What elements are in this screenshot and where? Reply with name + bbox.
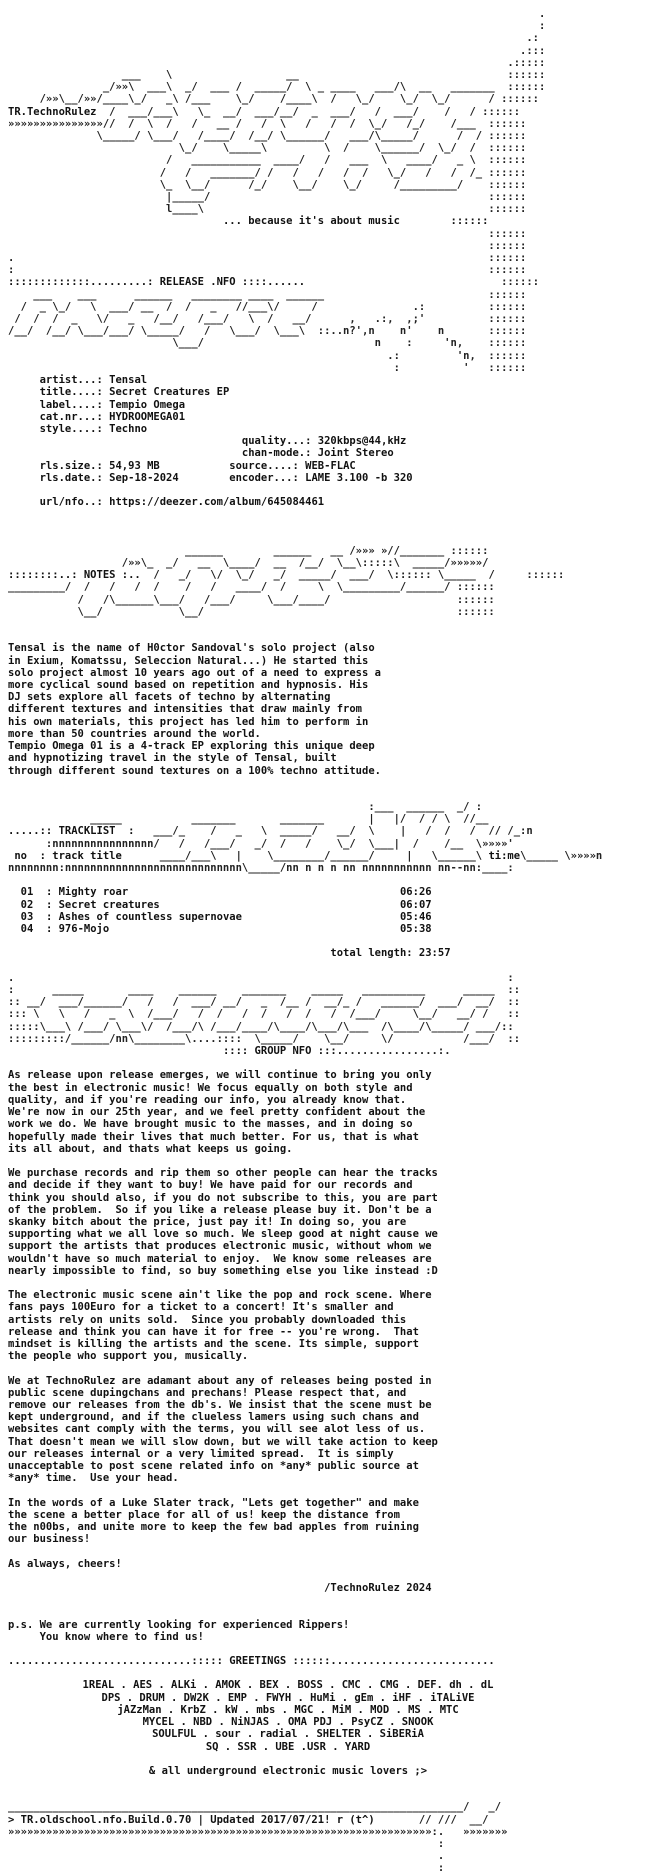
notes-label: ::::::::..: NOTES :.. xyxy=(8,569,141,582)
catnr-value: HYDROOMEGA01 xyxy=(109,410,186,423)
greetings-line: SQ . SSR . UBE .USR . YARD xyxy=(205,1740,371,1753)
title-value: Secret Creatures EP xyxy=(109,386,230,399)
total-length: total length: 23:57 xyxy=(330,947,451,960)
brand-name: TR.TechnoRulez xyxy=(8,105,97,118)
ascii-art-group: . : xyxy=(8,971,514,984)
catnr-label: cat.nr...: xyxy=(39,410,103,423)
notes-body xyxy=(8,642,648,776)
notes-line: Tempio Omega 01 is a 4-track EP exploring this unique deep xyxy=(8,740,375,753)
track-row: 01 : Mighty roar 06:26 xyxy=(20,886,432,899)
greetings-line: DPS . DRUM . DW2K . EMP . FWYH . HuMi . gEm . iHF . iTALiVE xyxy=(101,1691,475,1704)
greetings-line: SOULFUL . sour . radial . SHELTER . SiBERiA xyxy=(152,1728,424,1741)
notes-line: solo project almost 10 years ago out of a need to express a xyxy=(8,666,381,679)
notes-line: DJ sets explore all facets of techno by alternating xyxy=(8,691,331,704)
source-value: WEB-FLAC xyxy=(305,459,356,472)
notes-line: more than 50 countries around the world. xyxy=(8,727,261,740)
notes-line: more cyclical sound based on repetition and hypnosis. His xyxy=(8,679,369,692)
greetings-label: .............................::::: GREETINGS ::::::.......................... xyxy=(8,1655,495,1668)
tagline: ... because it's about music xyxy=(222,215,400,228)
encoder-label: encoder...: xyxy=(229,471,299,484)
rls-size-value: 54,93 MB xyxy=(109,459,160,472)
track-row: 02 : Secret creatures 06:07 xyxy=(20,898,432,911)
signature: /TechnoRulez 2024 xyxy=(324,1581,432,1594)
release-nfo-label: :::::::::::::.........: RELEASE .NFO ::::...... xyxy=(8,276,306,289)
greetings-line: 1REAL . AES . ALKi . AMOK . BEX . BOSS . CMC . CMG . DEF. dh . dL xyxy=(82,1679,494,1692)
label-label: label....: xyxy=(39,398,103,411)
nfo-document: . : .: .::: .::::: ___ \ __ :::::: _/»»\ ___\ _/ ___ / _____/ \ _ ____ ___/\ __ _______ :::::: /»»\__/»»/____\_/ _\ /___ \_/ /____\ / \_/ \_/ \_/ / :::::: TR.TechnoRulez / ___/___\ \_ __/ ___/__/ _ ___/ / ___/ / / :::::: »»»»»»»»»»»»»»»// / \ / / __ / / \ / / / \_/ /_/ /___ :::::: \_____/ \___/ /____/ /__/ \______/ ___/\_____/ / / :::::: \_/ \_____\ \ / \______/ \_/ / :::::: / ___________ ____/ / ___ \ ____/ _ \ :::::: / / _______/ / / / / / \_/ / / /_ :::::: \_ \__/ /_/ \__/ \_/ /_________/ :::::: |_____/ :::::: l____\ :::::: ... because it's about music :::::: :::::: :::::: . :::::: : :::::: :::::::::::::.........: RELEASE .NFO ::::...... :::::: ___ ___ ______ ________ ____ ______ :::::: / _ \_/ \ ___/ __ / / _ //___\/ / .: :::::: / / / _ \/ _ /__/ /___/ \ / __/ , .:, ,;' :::::: /__/ /__/ \___/___/ \_____/ / \___/ \___\ ::..n?',n n' n :::::: \___/ n : 'n, :::::: .: 'n, :::::: : ' :::::: artist...: Tensal title....: Secret Creatures EP label....: Tempio Omega cat.nr...: HYDROOMEGA01 style....: Techno quality...: 320kbps@44,kHz chan-mode.: Joint Stereo rls.size.: 54,93 MB source....: WEB-FLAC rls.date.: Sep-18-2024 encoder...: LAME 3.100 -b 320 url/nfo..: https://deezer.com/album/645084461 ______ ______ __ /»»» »//_______ :::::: /»»\_ _/ __ \____/ __ /__/ \__\:::::\ _____/»»»»»/ ::::::::..: NOTES :.. / _/ \/ \_/ _/ _____/ ___/ \:::::: \_____ / :::::: _________/ / / / / / / ____/ / \ \_________/______/ :::::: / /\______\___/ /___/ \___/____/ :::::: \__/ \__/ :::::: Tensal is the name of H0ctor Sandoval's solo project (also in Exium, Komatssu, Seleccion Natural...) He started this solo project almost 10 years ago out of a need to express a more cyclical sound based on repetition and hypnosis. His DJ sets explore all facets of techno by alternating different textures and intensities that draw mainly from his own materials, this project has led him to perform in more than 50 countries around the world. Tempio Omega 01 is a 4-track EP exploring this unique deep and hypnotizing travel in the style of Tensal, built through different sound textures on a 100% techno attitude. :___ ______ _/ : _____ _______ _______ | |/ / / \ //__ .....:: TRACKLIST : ___/_ / _ \ _____/ __/ \ | / / / // /_:n :nnnnnnnnnnnnnnnn/ / /___/ _/ / / \_/ \___| / /__ \»»»»' no : track title ____/___\ | \________/______/ | \______\ ti:me\_____ \»»»»n nnnnnnnn:nnnnnnnnnnnnnnnnnnnnnnnnnnnn\_____/nn n n n nn nnnnnnnnnnn nn--nn:____: 01 : Mighty roar 06:26 02 : Secret creatures 06:07 03 : Ashes of countless supernovae 05:46 04 : 976-Mojo 05:38 total length: 23:57 . : : _____ ____ ______ _______ _____ __________ _____ :: :: __/ ___/______/ / / ___/ __/ _ /__ / __/_ / ______/ ___/ __/ :: ::: \ \ / _ \ /___/ / / / / / / / /___/ \__/ __/ / :: :::::\___\ /___/ \___\/ /___/\ /___/____/\____/\___/\___ /\____/\_____/ ___/:: :::::::::/______/nn\________\....:::: \_____/ \__/ \/ /___/ :: :::: GROUP NFO :::................:. As release upon release emerges, we will continue to bring you only the best in electronic music! We focus equally on both style and quality, and if you're reading our info, you already know that. We're now in our 25th year, and we feel pretty confident about the work we do. We have brought music to the masses, and in doing so hopefully made their lives that much better. For us, that is what its all about, and thats what keeps us going. We purchase records and rip them so other people can hear the tracks and decide if they want to buy! We have paid for our records and think you should also, if you do not subscribe to this, you are part of the problem. So if you like a release please buy it. Don't be a skanky bitch about the price, just pay it! In doing so, you are supporting what we all love so much. We sleep good at night cause we support the artists that produces electronic music, without whom we wouldn't have so much material to enjoy. We know some releases are nearly impossible to find, so buy something else you like instead :D The electronic music scene ain't like the pop and rock scene. Where fans pays 100Euro for a ticket to a concert! It's smaller and artists rely on units sold. Since you probably downloaded this release and think you can have it for free -- you're wrong. That mindset is killing the artists and the scene. Its simple, support the people who support you, musically. We at TechnoRulez are adamant about any of releases being posted in public scene dupingchans and prechans! Please respect that, and remove our releases from the db's. We insist that the scene must be kept underground, and if the clueless lamers using such chans and websites cant comply with the terms, you will see alot less of us. That doesn't mean we will slow down, but we will take action to keep our releases internal or a very limited spread. It is simply unacceptable to post scene related info on *any* public source at *any* time. Use your head. In the words of a Luke Slater track, "Lets get together" and make the scene a better place for all of us! keep the distance from the n00bs, and unite more to keep the few bad apples from ruining our business! As always, cheers! /TechnoRulez 2024 p.s. We are currently looking for experienced Rippers! You know where to find us! .............................::::: GREETINGS ::::::.......................... 1REAL . AES . ALKi . AMOK . BEX . BOSS . CMC . CMG . DEF. dh . dL DPS . DRUM . DW2K . EMP . FWYH . HuMi . gEm . iHF . iTALiVE jAZzMan . KrbZ . kW . mbs . MGC . MiM . MOD . MS . MTC MYCEL . NBD . NiNJAS . OMA PDJ . PsyCZ . SNOOK SOULFUL . sour . radial . SHELTER . SiBERiA SQ . SSR . UBE .USR . YARD & all underground electronic music lovers ;> ________________________________________________________________________/ _/ > TR.oldschool.nfo.Build.0.70 | Updated 2017/07/21! r (t^) // /// __/ »»»»»»»»»»»»»»»»»»»»»»»»»»»»»»»»»»»»»»»»»»»»»»»»»»»»»»»»»»»»»»»»»»»:. »»»»»»» : . : xyxy=(8,8,648,1875)
notes-line: his own materials, this project has led him to perform in xyxy=(8,715,369,728)
style-value: Techno xyxy=(109,422,148,435)
greetings-footer: & all underground electronic music lovers ;> xyxy=(148,1764,428,1777)
track-row: 04 : 976-Mojo 05:38 xyxy=(20,923,432,936)
rls-date-value: Sep-18-2024 xyxy=(109,471,179,484)
artist-value: Tensal xyxy=(109,374,148,387)
ascii-art-release: ___ ___ ______ ________ ____ ______ :::::: xyxy=(8,288,527,301)
rls-date-label: rls.date.: xyxy=(39,471,103,484)
notes-line: through different sound textures on a 100% techno attitude. xyxy=(8,764,381,777)
url-label: url/nfo..: xyxy=(39,496,103,509)
ascii-art-tracklist: :___ ______ _/ : xyxy=(8,801,483,814)
group-nfo-label: :::: GROUP NFO :::. xyxy=(222,1045,344,1058)
url-value[interactable]: https://deezer.com/album/645084461 xyxy=(109,496,325,509)
title-label: title....: xyxy=(39,386,103,399)
label-value: Tempio Omega xyxy=(109,398,186,411)
quality-value: 320kbps@44,kHz xyxy=(317,435,407,448)
notes-line: Tensal is the name of H0ctor Sandoval's solo project (also xyxy=(8,642,375,655)
greetings-line: MYCEL . NBD . NiNJAS . OMA PDJ . PsyCZ . SNOOK xyxy=(142,1716,434,1729)
notes-line: different textures and intensities that draw mainly from xyxy=(8,703,363,716)
notes-line: in Exium, Komatssu, Seleccion Natural...) He started this xyxy=(8,654,369,667)
ps-line: You know where to find us! xyxy=(8,1630,204,1643)
encoder-value: LAME 3.100 -b 320 xyxy=(305,471,413,484)
tracklist-label: .....:: TRACKLIST : xyxy=(8,825,135,838)
rls-size-label: rls.size.: xyxy=(39,459,103,472)
footer-build: > TR.oldschool.nfo.Build.0.70 | Updated 2017/07/21! r (t^) xyxy=(8,1813,375,1826)
ascii-art-top-right: . xyxy=(8,8,546,20)
quality-label: quality...: xyxy=(241,435,312,448)
source-label: source....: xyxy=(229,459,299,472)
chan-mode-label: chan-mode.: xyxy=(241,447,312,460)
artist-label: artist...: xyxy=(39,374,103,387)
tracklist-time-header: ti:me xyxy=(488,849,521,862)
ascii-art-notes: ______ ______ __ /»»» »//_______ :::::: xyxy=(8,544,489,557)
greetings-line: jAZzMan . KrbZ . kW . mbs . MGC . MiM . MOD . MS . MTC xyxy=(117,1703,459,1716)
style-label: style....: xyxy=(39,422,103,435)
group-nfo-body: As release upon release emerges, we will continue to bring you only the best in electronic music! We focus equally on both style and quality, and if you're reading our info, you already know that. We're now in our 25th year, and we feel pretty confident about the work we do. We have brought music to the masses, and in doing so hopefully made their lives that much better. For us, that is what its all about, and thats what keeps us going. We purchase records and rip them so other people can hear the tracks and decide if they want to buy! We have paid for our records and think you should also, if you do not subscribe to this, you are part of the problem. So if you like a release please buy it. Don't be a skanky bitch about the price, just pay it! In doing so, you are supporting what we all love so much. We sleep good at night cause we support the artists that produces electronic music, without whom we wouldn't have so much material to enjoy. We know some releases are nearly impossible to find, so buy something else you like instead :D The electronic music scene ain't like the pop and rock scene. Where fans pays 100Euro for a ticket to a concert! It's smaller and artists rely on units sold. Since you probably downloaded this release and think you can have it for free -- you're wrong. That mindset is killing the artists and the scene. Its simple, support the people who support you, musically. We at TechnoRulez are adamant about any of releases being posted in public scene dupingchans and prechans! Please respect that, and remove our releases from the db's. We insist that the scene must be kept underground, and if the clueless lamers using such chans and websites cant comply with the terms, you will see alot less of us. That doesn't mean we will slow down, but we will take action to keep our releases internal or a very limited spread. It is simply unacceptable to post scene related info on *any* public source at *any* time. Use your head. In the words of a Luke Slater track, "Lets get together" and make the scene a better place for all of us! keep the distance from the n00bs, and unite more to keep the few bad apples from ruining our business! As always, cheers! xyxy=(8,1069,438,1570)
track-row: 03 : Ashes of countless supernovae 05:46 xyxy=(20,910,432,923)
ps-line: p.s. We are currently looking for experienced Rippers! xyxy=(8,1618,350,1631)
tracklist-col-header: no : track title xyxy=(8,849,122,862)
notes-line: and hypnotizing travel in the style of Tensal, built xyxy=(8,752,337,765)
chan-mode-value: Joint Stereo xyxy=(317,447,394,460)
